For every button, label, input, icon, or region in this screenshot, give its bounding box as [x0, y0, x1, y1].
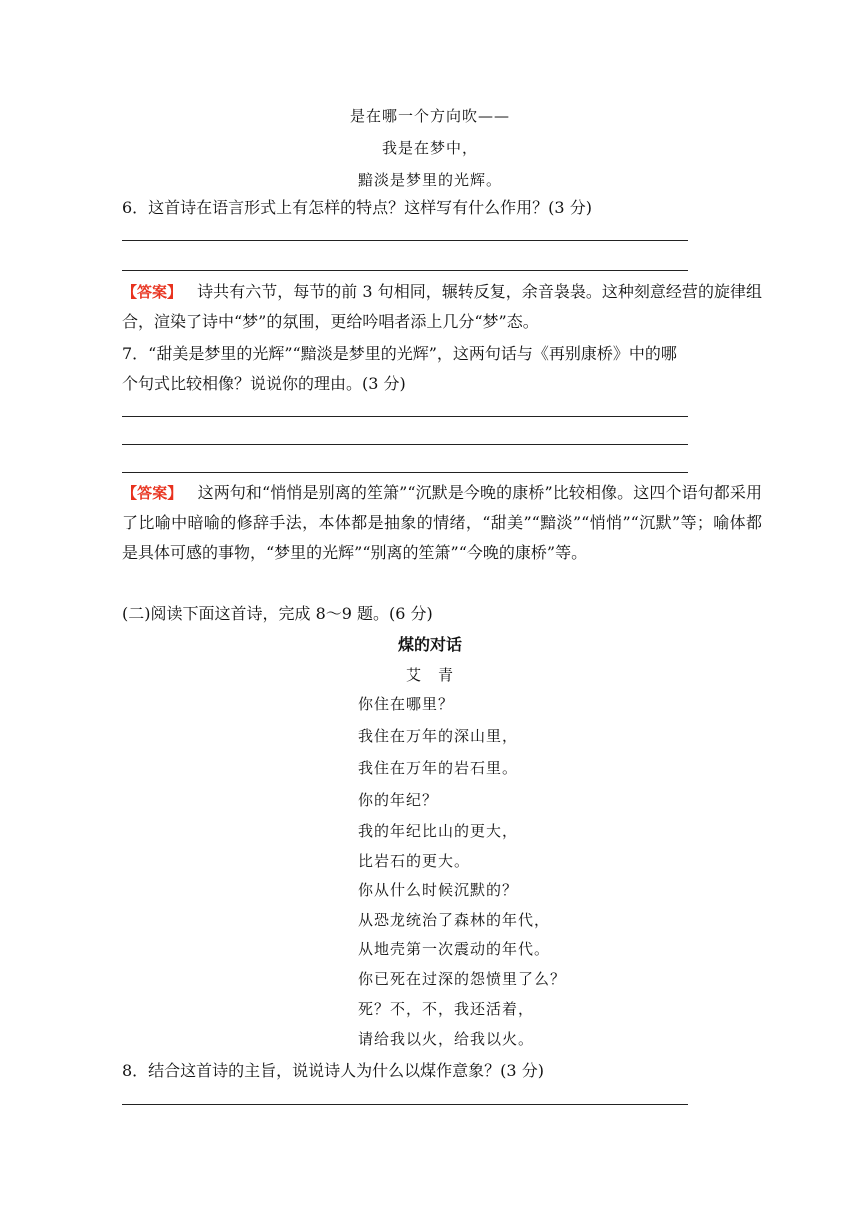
poem-line: 我住在万年的深山里，: [358, 727, 519, 745]
answer-6: [122, 277, 762, 337]
poem-title: 煤的对话: [397, 635, 462, 654]
question-6: 6．这首诗在语言形式上有怎样的特点？这样写有什么作用？(3 分): [122, 198, 592, 217]
answer-label: 【答案】: [122, 283, 183, 301]
poem-line: 我是在梦中，: [381, 139, 478, 157]
answer-text: 诗共有六节，每节的前 3 句相同，辗转反复，余音袅袅。这种刻意经营的旋律组合，渲染了诗中“梦”的氛围，更给吟唱者添上几分“梦”态。: [122, 282, 762, 331]
answer-line: [122, 240, 688, 241]
poem-line: 你从什么时候沉默的？: [358, 881, 519, 899]
section-instruction: (二)阅读下面这首诗，完成 8～9 题。(6 分): [122, 604, 433, 623]
answer-line: [122, 1104, 688, 1105]
poem-line: 从地壳第一次震动的年代。: [358, 940, 551, 958]
poem-author: 艾 青: [405, 666, 454, 684]
question-7-line-2: 个句式比较相像？说说你的理由。(3 分): [122, 374, 406, 393]
answer-line: [122, 416, 688, 417]
question-7-line-1: 7．“甜美是梦里的光辉”“黯淡是梦里的光辉”，这两句话与《再别康桥》中的哪: [122, 344, 677, 363]
poem-line: 比岩石的更大。: [358, 852, 471, 870]
answer-line: [122, 472, 688, 473]
poem-line: 黯淡是梦里的光辉。: [357, 171, 502, 189]
poem-line: 我的年纪比山的更大，: [358, 822, 519, 840]
poem-line: 死？不，不，我还活着，: [358, 1000, 535, 1018]
answer-line: [122, 270, 688, 271]
poem-line: 你的年纪？: [358, 791, 439, 809]
poem-line: 我住在万年的岩石里。: [358, 759, 519, 777]
answer-label: 【答案】: [122, 484, 183, 502]
poem-line: 请给我以火，给我以火。: [358, 1030, 535, 1048]
poem-line: 你已死在过深的怨愤里了么？: [358, 970, 567, 988]
answer-line: [122, 444, 688, 445]
answer-7: [122, 478, 762, 568]
poem-line: 从恐龙统治了森林的年代，: [358, 911, 551, 929]
question-8: 8．结合这首诗的主旨，说说诗人为什么以煤作意象？(3 分): [122, 1061, 544, 1080]
poem-line: 是在哪一个方向吹——: [349, 107, 510, 125]
poem-line: 你住在哪里？: [358, 695, 455, 713]
answer-text: 这两句和“悄悄是别离的笙箫”“沉默是今晚的康桥”比较相像。这四个语句都采用了比喻中暗喻的修辞手法，本体都是抽象的情绪，“甜美”“黯淡”“悄悄”“沉默”等；喻体都是具体可感的事物，“梦里的光辉”“别离的笙箫”“今晚的康桥”等。: [122, 483, 762, 562]
